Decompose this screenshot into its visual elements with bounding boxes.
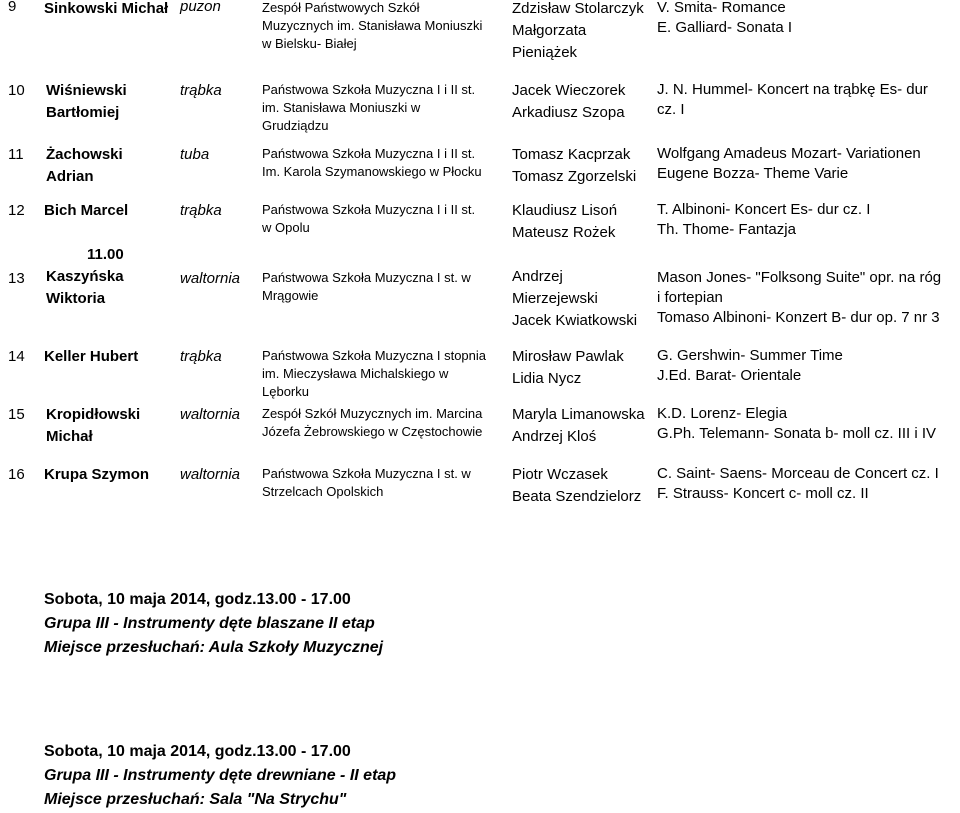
repertoire-line: J.Ed. Barat- Orientale	[657, 367, 802, 384]
teachers-line: Zdzisław Stolarczyk	[512, 0, 644, 17]
teachers-line: Andrzej	[512, 268, 563, 285]
school-line: Państwowa Szkoła Muzyczna I st. w	[262, 466, 471, 481]
teachers	[512, 404, 645, 448]
teachers-line: Maryla Limanowska	[512, 406, 645, 423]
school-line: Mrągowie	[262, 288, 319, 303]
repertoire	[657, 80, 928, 120]
teachers-line: Klaudiusz Lisoń	[512, 202, 618, 219]
participant-name	[46, 144, 123, 188]
school-line: Strzelcach Opolskich	[262, 484, 384, 499]
instrument: puzon	[180, 0, 221, 15]
session-venue: Miejsce przesłuchań: Aula Szkoły Muzycznej	[44, 639, 384, 656]
time-marker: 11.00	[87, 246, 124, 263]
participant-name-line: Kropidłowski	[46, 406, 141, 423]
row-number: 14	[8, 348, 25, 365]
teachers	[512, 346, 624, 390]
participant-name-line: Wiśniewski	[46, 82, 127, 99]
school	[262, 81, 475, 135]
row-number: 9	[8, 0, 17, 15]
repertoire-line: K.D. Lorenz- Elegia	[657, 405, 788, 422]
participant-name	[44, 464, 149, 486]
instrument: trąbka	[180, 202, 222, 219]
school-line: Zespół Państwowych Szkół	[262, 0, 420, 15]
participant-name-line: Bartłomiej	[46, 104, 120, 121]
school-line: Państwowa Szkoła Muzyczna I st. w	[262, 270, 471, 285]
participant-name-line: Bich Marcel	[44, 202, 129, 219]
instrument: waltornia	[180, 466, 241, 483]
participant-name	[44, 346, 138, 368]
school-line: Państwowa Szkoła Muzyczna I stopnia	[262, 348, 486, 363]
school-line: w Bielsku- Białej	[262, 36, 357, 51]
teachers-line: Pieniążek	[512, 44, 578, 61]
teachers-line: Tomasz Kacprzak	[512, 146, 631, 163]
participant-name-line: Wiktoria	[46, 290, 106, 307]
repertoire-line: Tomaso Albinoni- Konzert B- dur op. 7 nr 3	[657, 309, 940, 326]
teachers	[512, 80, 625, 124]
row-number: 11	[8, 146, 24, 163]
instrument: waltornia	[180, 270, 241, 287]
school-line: Im. Karola Szymanowskiego w Płocku	[262, 164, 482, 179]
participant-name-line: Adrian	[46, 168, 94, 185]
row-number: 13	[8, 270, 25, 287]
repertoire-line: cz. I	[657, 101, 685, 118]
session-group: Grupa III - Instrumenty dęte drewniane - II etap	[44, 767, 397, 784]
repertoire-line: Wolfgang Amadeus Mozart- Variationen	[657, 145, 921, 162]
school	[262, 465, 471, 501]
participant-name-line: Michał	[46, 428, 93, 445]
row-number: 16	[8, 466, 25, 483]
teachers-line: Beata Szendzielorz	[512, 488, 642, 505]
session-date: Sobota, 10 maja 2014, godz.13.00 - 17.00	[44, 591, 351, 608]
school-line: im. Mieczysława Michalskiego w	[262, 366, 449, 381]
school-line: Józefa Żebrowskiego w Częstochowie	[262, 424, 483, 439]
school-line: Państwowa Szkoła Muzyczna I i II st.	[262, 146, 476, 161]
teachers-line: Mirosław Pawlak	[512, 348, 624, 365]
teachers-line: Arkadiusz Szopa	[512, 104, 625, 121]
participant-name-line: Keller Hubert	[44, 348, 139, 365]
repertoire-line: i fortepian	[657, 289, 723, 306]
repertoire	[657, 200, 870, 240]
repertoire-line: Eugene Bozza- Theme Varie	[657, 165, 849, 182]
repertoire-line: V. Smita- Romance	[657, 0, 786, 16]
repertoire-line: Th. Thome- Fantazja	[657, 221, 796, 238]
repertoire	[657, 404, 936, 444]
repertoire-line: J. N. Hummel- Koncert na trąbkę Es- dur	[657, 81, 928, 98]
teachers-line: Andrzej Kloś	[512, 428, 597, 445]
instrument: waltornia	[180, 406, 241, 423]
repertoire-line: F. Strauss- Koncert c- moll cz. II	[657, 485, 869, 502]
school-line: Lęborku	[262, 384, 309, 399]
school-line: w Opolu	[262, 220, 310, 235]
school	[262, 145, 482, 181]
participant-name	[44, 0, 168, 20]
school	[262, 0, 482, 53]
teachers-line: Jacek Wieczorek	[512, 82, 626, 99]
repertoire	[657, 464, 939, 504]
participant-name-line: Krupa Szymon	[44, 466, 150, 483]
repertoire	[657, 346, 843, 386]
participant-name	[44, 200, 128, 222]
row-number: 12	[8, 202, 25, 219]
row-number: 10	[8, 82, 25, 99]
participant-name	[46, 80, 127, 124]
repertoire-line: C. Saint- Saens- Morceau de Concert cz. I	[657, 465, 939, 482]
repertoire	[657, 0, 792, 38]
school	[262, 269, 471, 305]
participant-name	[46, 404, 140, 448]
participant-name	[46, 266, 124, 310]
school-line: Państwowa Szkoła Muzyczna I i II st.	[262, 202, 476, 217]
teachers-line: Piotr Wczasek	[512, 466, 608, 483]
school-line: Muzycznych im. Stanisława Moniuszki	[262, 18, 483, 33]
participant-name-line: Kaszyńska	[46, 268, 124, 285]
participant-name-line: Żachowski	[46, 146, 123, 163]
session-venue: Miejsce przesłuchań: Sala "Na Strychu"	[44, 791, 347, 808]
repertoire-line: T. Albinoni- Koncert Es- dur cz. I	[657, 201, 871, 218]
teachers	[512, 464, 641, 508]
instrument: trąbka	[180, 82, 222, 99]
instrument: trąbka	[180, 348, 222, 365]
school	[262, 347, 486, 401]
repertoire-line: E. Galliard- Sonata I	[657, 19, 793, 36]
teachers	[512, 0, 644, 64]
school-line: Państwowa Szkoła Muzyczna I i II st.	[262, 82, 476, 97]
instrument: tuba	[180, 146, 210, 163]
repertoire-line: G.Ph. Telemann- Sonata b- moll cz. III i IV	[657, 425, 937, 442]
repertoire	[657, 144, 921, 184]
teachers	[512, 144, 636, 188]
teachers	[512, 200, 617, 244]
row-number: 15	[8, 406, 25, 423]
participant-name-line: Sinkowski Michał	[44, 0, 169, 17]
teachers-line: Mierzejewski	[512, 290, 598, 307]
repertoire	[657, 268, 941, 328]
teachers-line: Lidia Nycz	[512, 370, 582, 387]
school-line: Grudziądzu	[262, 118, 329, 133]
teachers-line: Mateusz Rożek	[512, 224, 616, 241]
session-2	[44, 740, 396, 812]
teachers	[512, 266, 637, 332]
teachers-line: Małgorzata	[512, 22, 587, 39]
school	[262, 405, 482, 441]
school	[262, 201, 475, 237]
teachers-line: Jacek Kwiatkowski	[512, 312, 638, 329]
repertoire-line: Mason Jones- "Folksong Suite" opr. na róg	[657, 269, 942, 286]
teachers-line: Tomasz Zgorzelski	[512, 168, 637, 185]
repertoire-line: G. Gershwin- Summer Time	[657, 347, 843, 364]
session-1	[44, 588, 383, 660]
session-date: Sobota, 10 maja 2014, godz.13.00 - 17.00	[44, 743, 351, 760]
school-line: im. Stanisława Moniuszki w	[262, 100, 421, 115]
school-line: Zespół Szkół Muzycznych im. Marcina	[262, 406, 483, 421]
session-group: Grupa III - Instrumenty dęte blaszane II etap	[44, 615, 375, 632]
